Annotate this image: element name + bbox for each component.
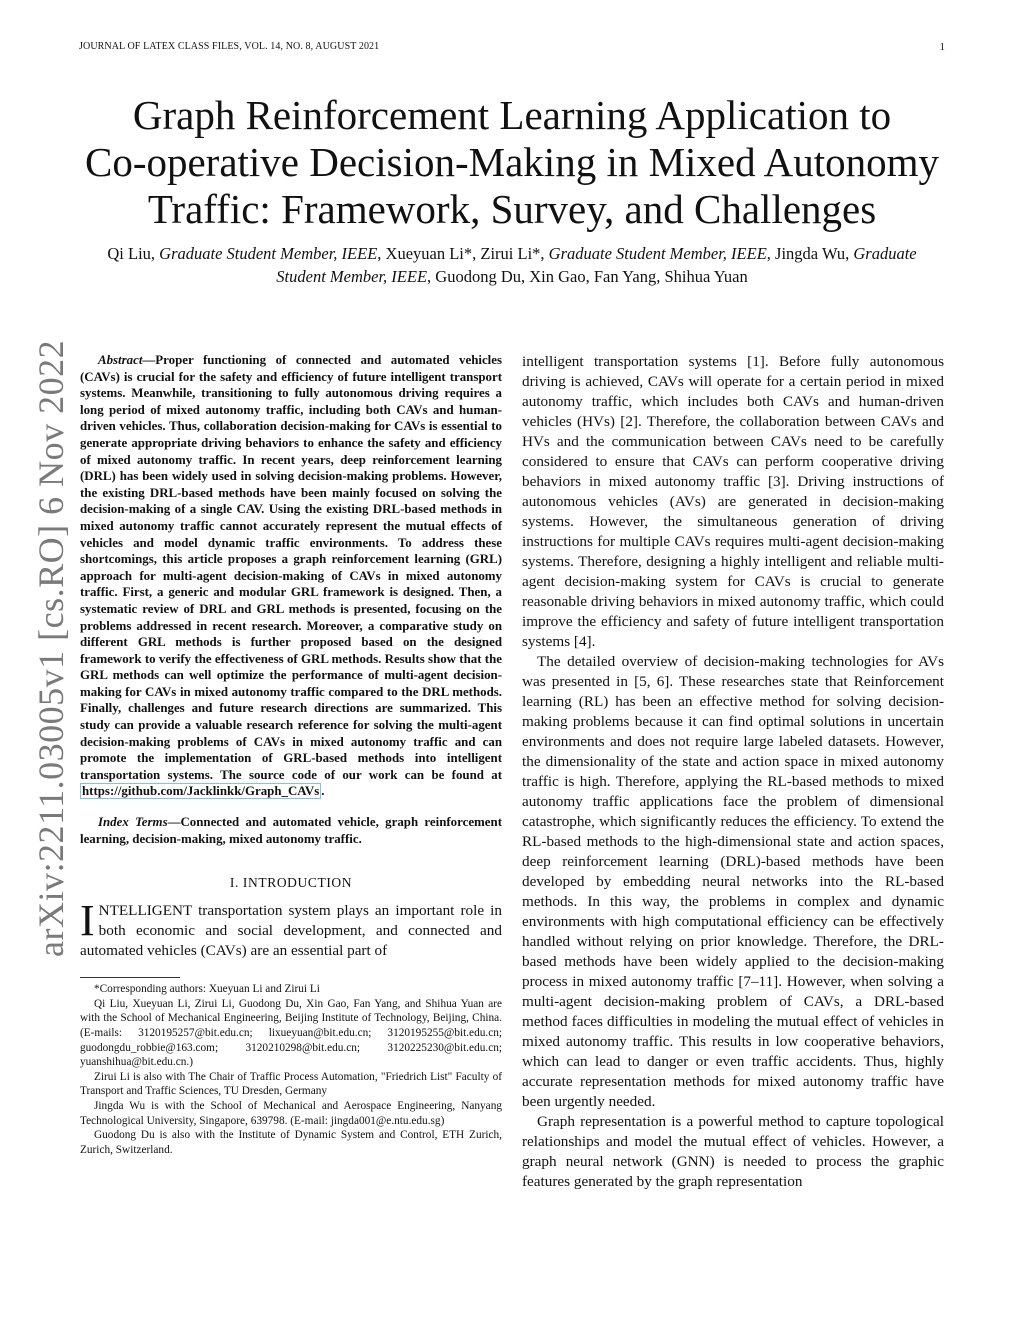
index-terms-dash: —: [167, 815, 181, 830]
body-paragraph: The detailed overview of decision-making technologies for AVs was presented in [5, 6]. These researches state that Reinforcement learning (RL) has been an effective method for solving decision-making problems because it can find optimal solutions in uncertain environments and does not require large labeled datasets. However, the dimensionality of the state and action space in mixed autonomy traffic is high. Therefore, applying the RL-based methods to mixed autonomy traffic applications face the problem of dimensional catastrophe, which significantly reduces the efficiency. To extend the RL-based methods to the high-dimensional state and action spaces, deep reinforcement learning (DRL)-based methods have been developed by embedding neural networks into the RL-based methods. In this way, the problems in complex and dynamic environments with high computational efficiency can be effectively handled without relying on prior knowledge. Therefore, the DRL-based methods have been widely applied to the decision-making process in mixed autonomy traffic [7–11]. However, when solving a multi-agent decision-making problem of CAVs, a DRL-based method faces difficulties in modeling the mutual effect of vehicles in mixed autonomy traffic. This results in low cooperative behaviors, which can lead to danger or even traffic accidents. Thus, highly accurate representation methods for mixed autonomy traffic have been urgently needed.: [522, 653, 944, 1110]
author-text: , Jingda Wu,: [766, 244, 854, 263]
author-text: Qi Liu,: [107, 244, 160, 263]
right-column: [522, 352, 944, 1192]
abstract-end: .: [321, 784, 325, 799]
footnote: Jingda Wu is with the School of Mechanical and Aerospace Engineering, Nanyang Technological University, Singapore, 639798. (E-mail: jingda001@e.ntu.edu.sg): [80, 1099, 502, 1127]
title-line: Graph Reinforcement Learning Application to: [132, 92, 892, 138]
author-role: Graduate Student Member, IEEE: [159, 244, 378, 263]
index-terms-label: Index Terms: [98, 815, 168, 830]
abstract: [80, 352, 502, 800]
author-list: [90, 242, 934, 288]
arxiv-stamp: arXiv:2211.03005v1 [cs.RO] 6 Nov 2022: [31, 339, 71, 957]
abstract-dash: —: [142, 353, 156, 367]
title-line: Traffic: Framework, Survey, and Challenges: [147, 186, 877, 232]
footnote: Qi Liu, Xueyuan Li, Zirui Li, Guodong Du, Xin Gao, Fan Yang, and Shihua Yuan are with the School of Mechanical Engineering, Beijing Institute of Technology, Beijing, China. (E-mails: 3120195257@bit.edu.cn; lixueyuan@bit.edu.cn; 3120195255@bit.edu.cn; guodongdu_robbie@163.com; 3120210298@bit.edu.cn; 3120225230@bit.edu.cn; yuanshihua@bit.edu.cn.): [80, 997, 502, 1069]
body-paragraph: intelligent transportation systems [1]. Before fully autonomous driving is achieved, CAVs will operate for a certain period in mixed autonomy traffic, which includes both CAVs and human-driven vehicles (HVs) [2]. Therefore, the collaboration between CAVs and HVs and the communication between CAVs need to be carefully considered to ensure that CAVs can perform cooperative driving behaviors in mixed autonomy traffic [3]. Driving instructions of autonomous vehicles (AVs) are generated in decision-making systems. However, the simultaneous generation of driving instructions for multiple CAVs requires multi-agent decision-making systems. Therefore, designing a highly intelligent and reliable multi-agent decision-making system for CAVs is crucial to generate reasonable driving behaviors in mixed autonomy traffic, which could improve the efficiency and safety of future intelligent transportation systems [4].: [522, 353, 944, 650]
footnote: Zirui Li is also with The Chair of Traffic Process Automation, "Friedrich List" Faculty of Transport and Traffic Sciences, TU Dresden, Germany: [80, 1070, 502, 1098]
abstract-label: Abstract: [98, 353, 143, 367]
index-terms: [80, 814, 502, 847]
source-code-link[interactable]: https://github.com/Jacklinkk/Graph_CAVs: [82, 784, 320, 799]
footnote: *Corresponding authors: Xueyuan Li and Zirui Li: [94, 983, 320, 996]
page-number: 1: [939, 41, 945, 53]
left-column: [80, 352, 502, 1157]
footnote-rule: [80, 977, 180, 978]
abstract-text: Proper functioning of connected and automated vehicles (CAVs) is crucial for the safety and efficiency of future intelligent transport systems. Meanwhile, transitioning to fully autonomous driving requires a long period of mixed autonomy traffic, including both CAVs and human-driven vehicles. Thus, collaboration decision-making for CAVs is essential to generate appropriate driving behaviors to enhance the safety and efficiency of mixed autonomy traffic. In recent years, deep reinforcement learning (DRL) has been widely used in solving decision-making problems. However, the existing DRL-based methods have been mainly focused on solving the decision-making of a single CAV. Using the existing DRL-based methods in mixed autonomy traffic cannot accurately represent the mutual effects of vehicles and model dynamic traffic environments. To address these shortcomings, this article proposes a graph reinforcement learning (GRL) approach for multi-agent decision-making of CAVs in mixed autonomy traffic. First, a generic and modular GRL framework is designed. Then, a systematic review of DRL and GRL methods is presented, focusing on the problems addressed in recent research. Moreover, a comparative study on different GRL methods is further proposed based on the designed framework to verify the effectiveness of GRL methods. Results show that the GRL methods can well optimize the performance of multi-agent decision-making for CAVs in mixed autonomy traffic compared to the DRL methods. Finally, challenges and future research directions are summarized. This study can provide a valuable research reference for solving the multi-agent decision-making problems of CAVs in mixed autonomy traffic and can promote the implementation of GRL-based methods into intelligent transportation systems. The source code of our work can be found at: [80, 353, 502, 782]
intro-text: NTELLIGENT transportation system plays an important role in both economic and social development, and connected and automated vehicles (CAVs) are an essential part of: [80, 902, 502, 960]
drop-cap: I: [80, 896, 95, 946]
intro-paragraph: [80, 896, 502, 961]
footnote: Guodong Du is also with the Institute of Dynamic System and Control, ETH Zurich, Zurich, Switzerland.: [80, 1129, 502, 1156]
author-role: Graduate Student Member, IEEE: [548, 244, 767, 263]
author-text: , Xueyuan Li*, Zirui Li*,: [377, 244, 549, 263]
author-role: Graduate Student Member, IEEE: [276, 244, 917, 286]
paper-title: [60, 92, 964, 233]
title-line: Co-operative Decision-Making in Mixed Autonomy: [84, 139, 940, 185]
body-paragraph: Graph representation is a powerful method to capture topological relationships and model the mutual effect of vehicles. However, a graph neural network (GNN) is needed to process the graphic features generated by the graph representation: [522, 1113, 944, 1190]
section-heading: I. INTRODUCTION: [229, 875, 353, 891]
index-terms-text: Connected and automated vehicle, graph reinforcement learning, decision-making, mixed autonomy traffic.: [80, 815, 502, 846]
running-header: JOURNAL OF LATEX CLASS FILES, VOL. 14, NO. 8, AUGUST 2021: [79, 41, 380, 52]
author-text: , Guodong Du, Xin Gao, Fan Yang, Shihua Yuan: [427, 267, 748, 286]
